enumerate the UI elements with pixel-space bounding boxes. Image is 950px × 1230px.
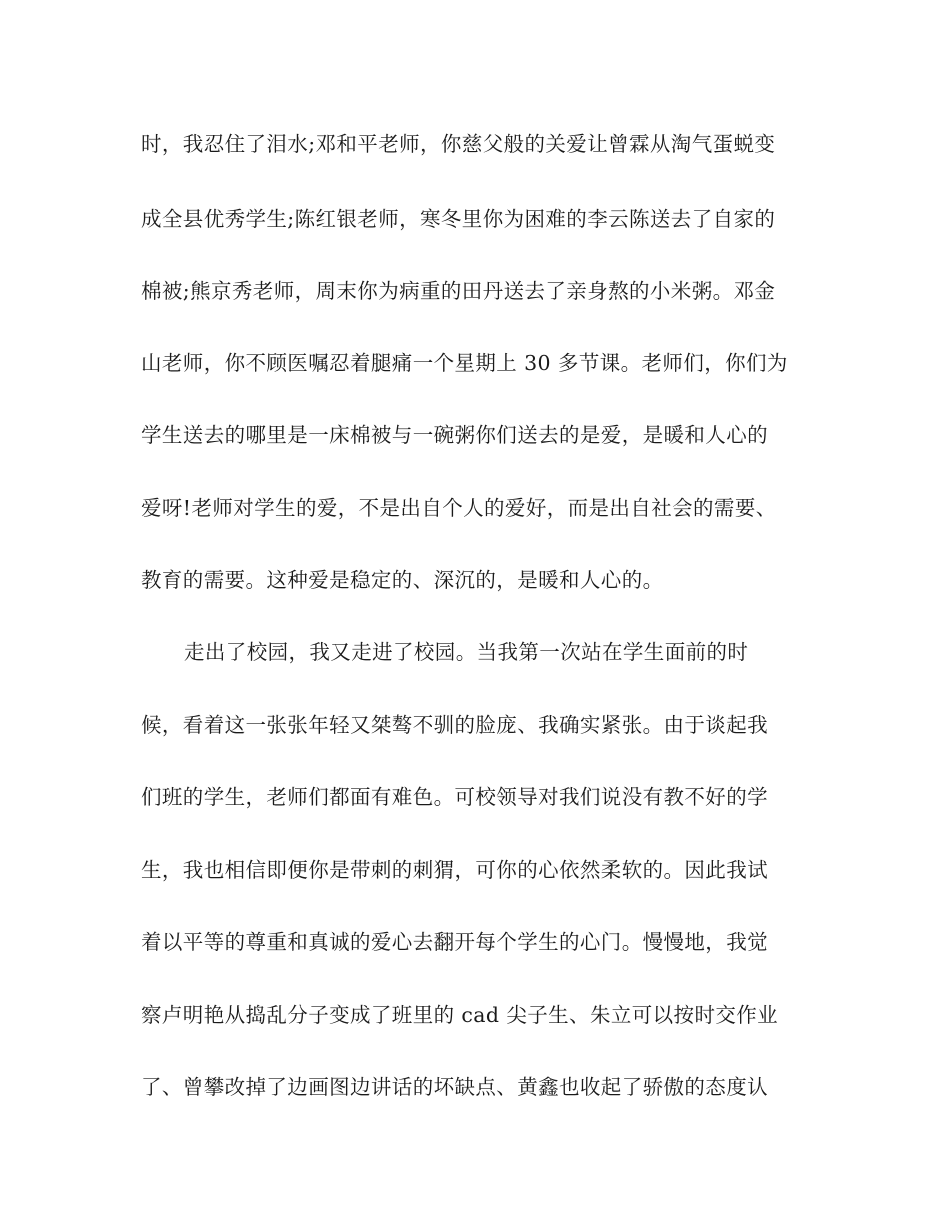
text-line: 着以平等的尊重和真诚的爱心去翻开每个学生的心门。慢慢地，我觉 [141,930,768,954]
text-line: 时，我忍住了泪水;邓和平老师，你慈父般的关爱让曾霖从淘气蛋蜕变 [141,132,776,156]
text-line: 了、曾攀改掉了边画图边讲话的坏缺点、黄鑫也收起了骄傲的态度认 [141,1075,768,1099]
text-line: 教育的需要。这种爱是稳定的、深沉的，是暖和人心的。 [141,568,664,592]
text-line: 学生送去的哪里是一床棉被与一碗粥你们送去的是爱，是暖和人心的 [141,423,768,447]
text-line: 爱呀!老师对学生的爱，不是出自个人的爱好，而是出自社会的需要、 [141,496,777,520]
text-line: 察卢明艳从捣乱分子变成了班里的 cad 尖子生、朱立可以按时交作业 [141,1003,779,1027]
text-line: 生，我也相信即便你是带刺的刺猬，可你的心依然柔软的。因此我试 [141,858,768,882]
text-line: 山老师，你不顾医嘱忍着腿痛一个星期上 30 多节课。老师们，你们为 [141,351,788,375]
text-line: 成全县优秀学生;陈红银老师，寒冬里你为困难的李云陈送去了自家的 [141,207,776,231]
text-line: 候，看着这一张张年轻又桀骜不驯的脸庞、我确实紧张。由于谈起我 [141,713,768,737]
paragraph-first-line: 走出了校园，我又走进了校园。当我第一次站在学生面前的时 [184,640,749,664]
text-line: 们班的学生，老师们都面有难色。可校领导对我们说没有教不好的学 [141,785,768,809]
text-line: 棉被;熊京秀老师，周末你为病重的田丹送去了亲身熬的小米粥。邓金 [141,279,776,303]
